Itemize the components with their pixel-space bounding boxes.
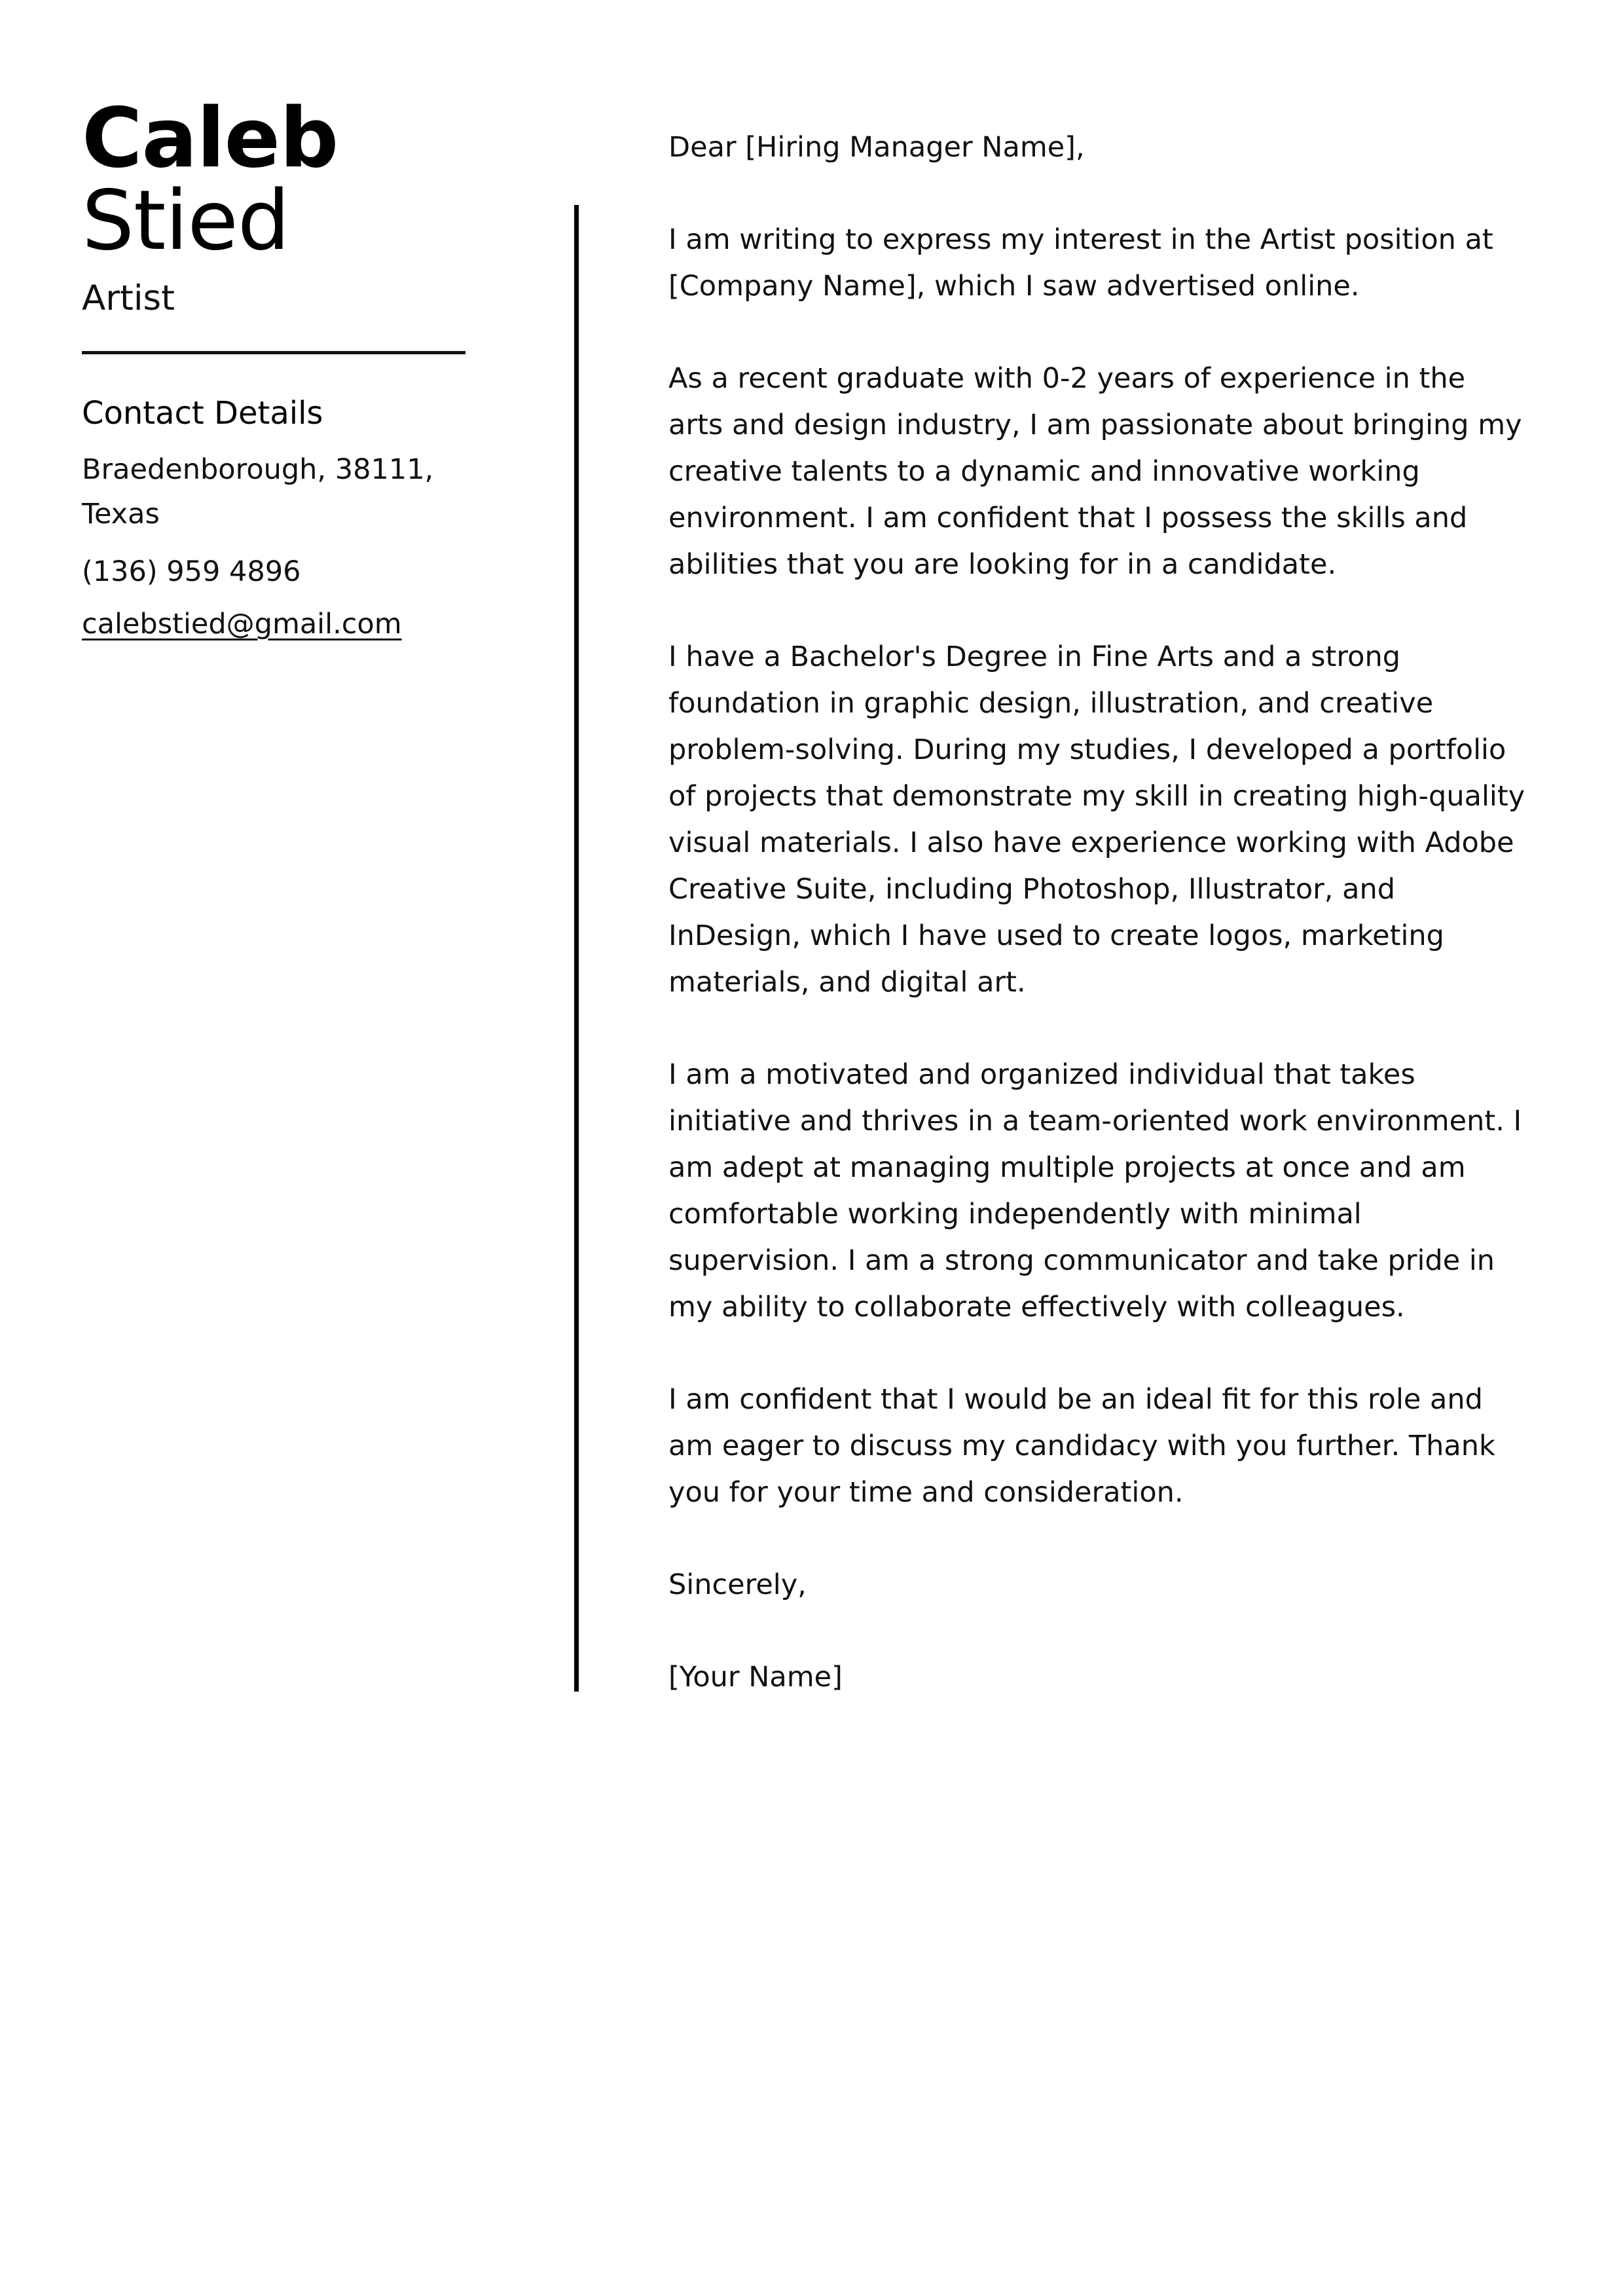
letter-signature: [Your Name] <box>668 1661 843 1694</box>
letter-paragraph: I am confident that I would be an ideal fit for this role and am eager to discuss my candidacy with you further. Thank you for your time and consideration. <box>668 1383 1495 1509</box>
vertical-divider <box>574 205 579 1692</box>
applicant-name <box>82 90 488 268</box>
letter-body <box>668 124 1526 1701</box>
contact-email-link[interactable]: calebstied@gmail.com <box>82 608 402 640</box>
sidebar-divider <box>82 351 465 354</box>
last-name: Stied <box>82 172 289 268</box>
contact-details-heading: Contact Details <box>82 395 323 432</box>
contact-address: Braedenborough, 38111, Texas <box>82 453 434 530</box>
letter-paragraph: As a recent graduate with 0-2 years of experience in the arts and design industry, I am passionate about bringing my creative talents to a dynamic and innovative working environment. I am confident that I possess the skills and abilities that you are looking for in a candidate. <box>668 362 1522 581</box>
letter-closing: Sincerely, <box>668 1568 807 1601</box>
contact-phone: (136) 959 4896 <box>82 555 301 588</box>
first-name: Caleb <box>82 90 338 186</box>
sidebar <box>82 90 488 646</box>
letter-paragraph: I am a motivated and organized individual that takes initiative and thrives in a team-oriented work environment. I am adept at managing multiple projects at once and am comfortable working independently with minimal supervision. I am a strong communicator and take pride in my ability to collaborate effectively with colleagues. <box>668 1058 1522 1324</box>
letter-paragraph: I have a Bachelor's Degree in Fine Arts and a strong foundation in graphic design, illustration, and creative problem-solving. During my studies, I developed a portfolio of projects that demonstrate my skill in creating high-quality visual materials. I also have experience working with Adobe Creative Suite, including Photoshop, Illustrator, and InDesign, which I have used to create logos, marketing materials, and digital art. <box>668 640 1525 999</box>
letter-greeting: Dear [Hiring Manager Name], <box>668 131 1085 164</box>
job-title: Artist <box>82 278 175 318</box>
letter-paragraph: I am writing to express my interest in the Artist position at [Company Name], which I saw advertised online. <box>668 223 1493 303</box>
